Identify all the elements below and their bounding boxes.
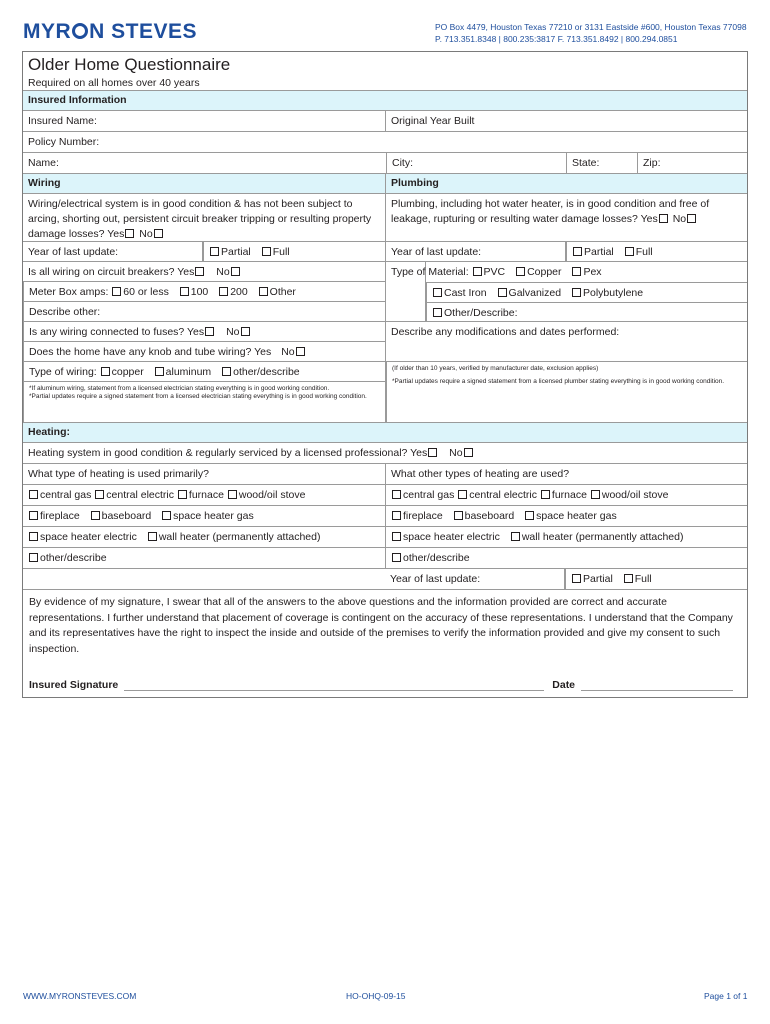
plumbing-year-field[interactable]: Year of last update: [386, 242, 566, 261]
other-space-electric-checkbox[interactable] [392, 532, 401, 541]
wiring-type-question: Type of wiring: copper aluminum other/describe [23, 361, 385, 381]
insured-signature-line[interactable] [124, 681, 544, 691]
footer-website[interactable]: WWW.MYRONSTEVES.COM [23, 991, 137, 1001]
state-field[interactable]: State: [566, 153, 637, 173]
primary-fireplace-checkbox[interactable] [29, 511, 38, 520]
questionnaire-form: Older Home Questionnaire Required on all homes over 40 years Insured Information Insured Name: Original Year Built Policy Number: Name: City: State: Zip: Wiring Plumbing Wiring/electrical system is in good condition & has not been subject to arcing, shorting out, persistent circuit breaker tripping or resulting property damage losses? Yes No Year of last update: Partial Full Is all wiring on circuit breakers? Yes No Meter Box amps: 60 or less 100 200 Other Describe other: Is any wiring connected to fuses? Yes No Does the home have any knob and tube wiring? Yes No Type of wiring: copper aluminum other/describe *If aluminum wiring, statement from a licensed electrician stating everything is in good working condition. *Partial updates require a signed statement from a licensed electrician stating everything is in good working condition. Plumbing, including hot water heater, is in good condition and free of leakage, rupturing or resulting water damage losses? Yes No Year of last update: Partial Full Type of Material: PVC Copper Pex Cast Iron Galvanized Polybutylene Other/Describe: Describe any modifications and dates performed: (If older than 10 years, verified by manufacturer date, exclusion applies) *Partial updates require a signed statement from a licensed plumber stating everything is in good working condition. Heating: Heating system in good condition & regularly serviced by a licensed professional? Yes No What type of heating is used primarily? What other types of heating are used? central gas central electric furnace wood/oil stove central gas central electric furnace wood/oil stove fireplace baseboard space heater gas fireplace baseboard space heater gas space heater electric wall heater (permanently attached) space heater electric wall heater (permanently attached) other/describe other/describe Year of last update: Partial Full By evidence of my signature, I swear that all of the answers to the above questions and the information provided are correct and accurate representations. I further understand that placement of coverage is contingent on the accuracy of these representations. I understand that the Company and its representatives have the right to inspect the inside and outside of the premises to verify the information provided and give my consent to such inspection. Insured Signature Date [22, 51, 748, 698]
wiring-notes: *If aluminum wiring, statement from a licensed electrician stating everything is in good working condition. *Partial updates require a signed statement from a licensed electrician stating everything is in good working condition. [23, 381, 385, 422]
polybutylene-checkbox[interactable] [572, 288, 581, 297]
form-subtitle: Required on all homes over 40 years [28, 77, 200, 89]
wiring-year-field[interactable]: Year of last update: [23, 242, 203, 261]
plumbing-section-header: Plumbing [385, 174, 747, 193]
knob-no-checkbox[interactable] [296, 347, 305, 356]
wiring-condition-question: Wiring/electrical system is in good condition & has not been subject to arcing, shorting out, persistent circuit breaker tripping or resulting property damage losses? Yes No [28, 198, 372, 240]
other-baseboard-checkbox[interactable] [454, 511, 463, 520]
other-central-gas-checkbox[interactable] [392, 490, 401, 499]
original-year-field[interactable]: Original Year Built [385, 111, 747, 131]
heating-partial-checkbox[interactable] [572, 574, 581, 583]
copper-pipe-checkbox[interactable] [516, 267, 525, 276]
breakers-no-checkbox[interactable] [231, 267, 240, 276]
aluminum-wiring-checkbox[interactable] [155, 367, 164, 376]
breakers-yes-checkbox[interactable] [195, 267, 204, 276]
primary-space-electric-checkbox[interactable] [29, 532, 38, 541]
signature-statement: By evidence of my signature, I swear that all of the answers to the above questions and the information provided are correct and accurate representations. I further understand that placement of coverage is contingent on the accuracy of these representations. I understand that the Company and its representatives have the right to inspect the inside and outside of the premises to verify the information provided and give my consent to such inspection. [29, 596, 733, 655]
primary-central-gas-checkbox[interactable] [29, 490, 38, 499]
company-logo: MYR N STEVES [23, 20, 198, 43]
wiring-full-checkbox[interactable] [262, 247, 271, 256]
other-wood-stove-checkbox[interactable] [591, 490, 600, 499]
wiring-section-header: Wiring [28, 177, 61, 189]
material-row-2: Cast Iron Galvanized Polybutylene [426, 282, 747, 302]
plumbing-condition-question: Plumbing, including hot water heater, is in good condition and free of leakage, rupturing or resulting water damage losses? Yes No [391, 198, 710, 225]
signature-section [23, 589, 747, 697]
company-contact [435, 21, 747, 45]
footer-form-code: HO-OHQ-09-15 [346, 991, 406, 1001]
primary-central-electric-checkbox[interactable] [95, 490, 104, 499]
meter-box-question: Meter Box amps: 60 or less 100 200 Other [23, 281, 385, 301]
other-fireplace-checkbox[interactable] [392, 511, 401, 520]
other-describe-field[interactable]: Other/Describe: [426, 302, 747, 322]
other-central-electric-checkbox[interactable] [458, 490, 467, 499]
primary-wood-stove-checkbox[interactable] [228, 490, 237, 499]
plumbing-column: Plumbing, including hot water heater, is in good condition and free of leakage, rupturing or resulting water damage losses? Yes No Year of last update: Partial Full Type of Material: PVC Copper Pex Cast Iron Galvanized Polybutylene Other/Describe: Describe any modifications and dates performed: (If older than 10 years, verified by manufacturer date, exclusion applies) *Partial updates require a signed statement from a licensed plumber stating everything is in good working condition. [385, 194, 747, 422]
fuses-question: Is any wiring connected to fuses? Yes No [23, 321, 385, 341]
primary-heating-question: What type of heating is used primarily? [28, 468, 209, 480]
amp-200-checkbox[interactable] [219, 287, 228, 296]
company-phones: P. 713.351.8348 | 800.235:3817 F. 713.351.8492 | 800.294.0851 [435, 34, 678, 44]
plumbing-yes-checkbox[interactable] [659, 214, 668, 223]
cast-iron-checkbox[interactable] [433, 288, 442, 297]
plumbing-no-checkbox[interactable] [687, 214, 696, 223]
heating-full-checkbox[interactable] [624, 574, 633, 583]
primary-wall-heater-checkbox[interactable] [148, 532, 157, 541]
other-wall-heater-checkbox[interactable] [511, 532, 520, 541]
policy-number-field[interactable]: Policy Number: [28, 136, 100, 148]
wiring-no-checkbox[interactable] [154, 229, 163, 238]
heating-no-checkbox[interactable] [464, 448, 473, 457]
insured-signature-label: Insured Signature [29, 679, 119, 691]
zip-field[interactable]: Zip: [637, 153, 747, 173]
city-field[interactable]: City: [386, 153, 566, 173]
plumbing-partial-checkbox[interactable] [573, 247, 582, 256]
circuit-breakers-question: Is all wiring on circuit breakers? Yes No [23, 261, 385, 281]
galvanized-checkbox[interactable] [498, 288, 507, 297]
wiring-partial-checkbox[interactable] [210, 247, 219, 256]
pvc-checkbox[interactable] [473, 267, 482, 276]
amp-60-checkbox[interactable] [112, 287, 121, 296]
date-label: Date [552, 679, 576, 691]
plumbing-full-checkbox[interactable] [625, 247, 634, 256]
fuses-yes-checkbox[interactable] [205, 327, 214, 336]
describe-other-field[interactable]: Describe other: [23, 301, 385, 321]
insured-name-field[interactable]: Insured Name: [28, 115, 97, 127]
fuses-no-checkbox[interactable] [241, 327, 250, 336]
material-row: Type of Material: PVC Copper Pex [391, 266, 602, 278]
primary-space-gas-checkbox[interactable] [162, 511, 171, 520]
primary-other-checkbox[interactable] [29, 553, 38, 562]
amp-100-checkbox[interactable] [180, 287, 189, 296]
modifications-field[interactable]: Describe any modifications and dates performed: [386, 321, 747, 361]
date-line[interactable] [581, 681, 733, 691]
amp-other-checkbox[interactable] [259, 287, 268, 296]
wiring-yes-checkbox[interactable] [125, 229, 134, 238]
other-material-checkbox[interactable] [433, 308, 442, 317]
company-address: PO Box 4479, Houston Texas 77210 or 3131 Eastside #600, Houston Texas 77098 [435, 22, 747, 32]
copper-wiring-checkbox[interactable] [101, 367, 110, 376]
logo-o-ring [72, 23, 88, 39]
other-space-gas-checkbox[interactable] [525, 511, 534, 520]
other-other-checkbox[interactable] [392, 553, 401, 562]
heating-section-header: Heating: [23, 422, 747, 442]
footer-page-number: Page 1 of 1 [704, 991, 748, 1001]
other-furnace-checkbox[interactable] [541, 490, 550, 499]
knob-tube-question: Does the home have any knob and tube wiring? Yes No [23, 341, 385, 361]
form-title: Older Home Questionnaire [28, 55, 231, 74]
name-field[interactable]: Name: [28, 157, 59, 169]
insured-section-header: Insured Information [23, 90, 747, 110]
pex-checkbox[interactable] [572, 267, 581, 276]
heating-yes-checkbox[interactable] [428, 448, 437, 457]
heating-condition-question: Heating system in good condition & regularly serviced by a licensed professional? Yes No [23, 443, 747, 463]
wiring-column: Wiring/electrical system is in good condition & has not been subject to arcing, shorting out, persistent circuit breaker tripping or resulting property damage losses? Yes No Year of last update: Partial Full Is all wiring on circuit breakers? Yes No Meter Box amps: 60 or less 100 200 Other Describe other: Is any wiring connected to fuses? Yes No Does the home have any knob and tube wiring? Yes No Type of wiring: copper aluminum other/describe *If aluminum wiring, statement from a licensed electrician stating everything is in good working condition. *Partial updates require a signed statement from a licensed electrician stating everything is in good working condition. [23, 194, 385, 422]
plumbing-notes: (If older than 10 years, verified by manufacturer date, exclusion applies) *Partial updates require a signed statement from a licensed plumber stating everything is in good working condition. [386, 361, 747, 422]
primary-baseboard-checkbox[interactable] [91, 511, 100, 520]
heating-year-field[interactable]: Year of last update: [385, 569, 565, 589]
primary-furnace-checkbox[interactable] [178, 490, 187, 499]
other-heating-question: What other types of heating are used? [385, 464, 747, 484]
other-wiring-checkbox[interactable] [222, 367, 231, 376]
